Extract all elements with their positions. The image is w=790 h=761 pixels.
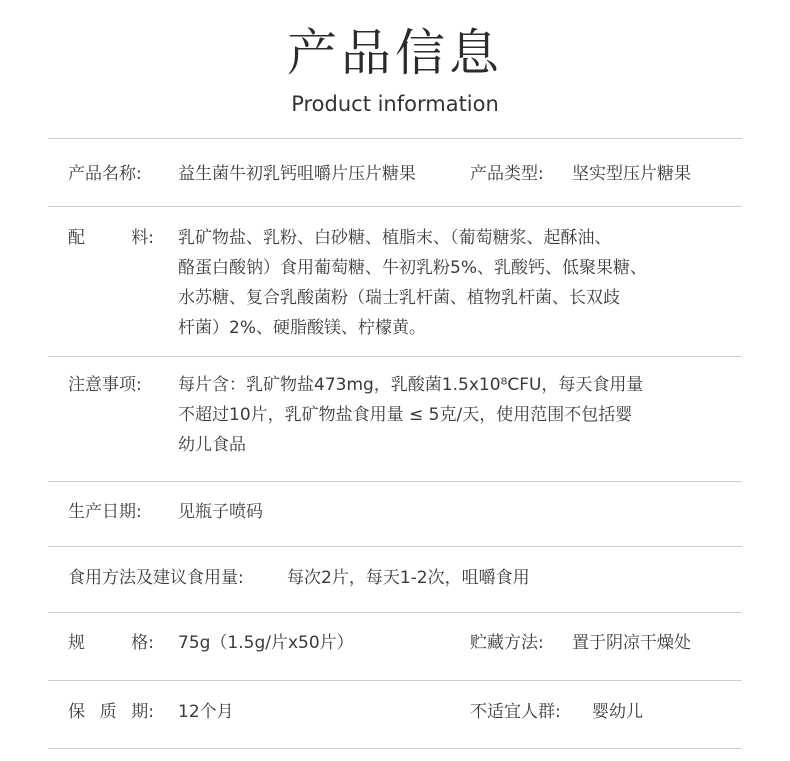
storage-value: 置于阴凉干燥处 bbox=[572, 633, 691, 653]
divider bbox=[48, 481, 742, 482]
page-title: 产品信息 bbox=[287, 24, 503, 82]
product-name-label: 产品名称: bbox=[68, 164, 142, 184]
shelf-life-label bbox=[68, 697, 154, 727]
product-name-value: 益生菌牛初乳钙咀嚼片压片糖果 bbox=[178, 164, 416, 184]
production-date-label: 生产日期: bbox=[68, 502, 142, 522]
ingredients-value bbox=[178, 223, 738, 343]
ingredients-line: 水苏糖、复合乳酸菌粉（瑞士乳杆菌、植物乳杆菌、长双歧 bbox=[178, 288, 620, 308]
storage-label: 贮藏方法: bbox=[470, 633, 544, 653]
usage-value: 每次2片，每天1-2次，咀嚼食用 bbox=[287, 568, 530, 588]
ingredients-line: 杆菌）2%、硬脂酸镁、柠檬黄。 bbox=[178, 318, 426, 338]
divider bbox=[48, 206, 742, 207]
spec-value: 75g（1.5g/片x50片） bbox=[178, 633, 354, 653]
shelf-life-label-char: 质 bbox=[99, 702, 117, 722]
page-subtitle: Product information bbox=[291, 92, 499, 116]
ingredients-label-char: 料: bbox=[131, 228, 154, 248]
shelf-life-label-char: 期: bbox=[131, 702, 154, 722]
notes-line: 每片含：乳矿物盐473mg，乳酸菌1.5x10⁸CFU，每天食用量 bbox=[178, 375, 644, 395]
ingredients-line: 乳矿物盐、乳粉、白砂糖、植脂末、（葡萄糖浆、起酥油、 bbox=[178, 228, 612, 248]
notes-value bbox=[178, 370, 738, 460]
ingredients-label-char: 配 bbox=[68, 228, 85, 248]
notes-line: 幼儿食品 bbox=[178, 435, 246, 455]
divider bbox=[48, 748, 742, 749]
divider bbox=[48, 612, 742, 613]
shelf-life-value: 12个月 bbox=[178, 702, 234, 722]
unsuitable-group-label: 不适宜人群: bbox=[470, 702, 561, 722]
unsuitable-group-value: 婴幼儿 bbox=[592, 702, 643, 722]
product-type-label: 产品类型: bbox=[470, 164, 544, 184]
production-date-value: 见瓶子喷码 bbox=[178, 502, 263, 522]
spec-label-char: 格: bbox=[131, 633, 154, 653]
divider bbox=[48, 356, 742, 357]
ingredients-label bbox=[68, 223, 154, 253]
usage-label: 食用方法及建议食用量: bbox=[68, 568, 244, 588]
spec-label-char: 规 bbox=[68, 633, 85, 653]
ingredients-line: 酪蛋白酸钠）食用葡萄糖、牛初乳粉5%、乳酸钙、低聚果糖、 bbox=[178, 258, 647, 278]
product-type-value: 坚实型压片糖果 bbox=[572, 164, 691, 184]
divider bbox=[48, 546, 742, 547]
divider bbox=[48, 680, 742, 681]
divider bbox=[48, 138, 742, 139]
notes-label: 注意事项: bbox=[68, 375, 142, 395]
spec-label bbox=[68, 628, 154, 658]
notes-line: 不超过10片，乳矿物盐食用量 ≤ 5克/天，使用范围不包括婴 bbox=[178, 405, 633, 425]
shelf-life-label-char: 保 bbox=[68, 702, 85, 722]
